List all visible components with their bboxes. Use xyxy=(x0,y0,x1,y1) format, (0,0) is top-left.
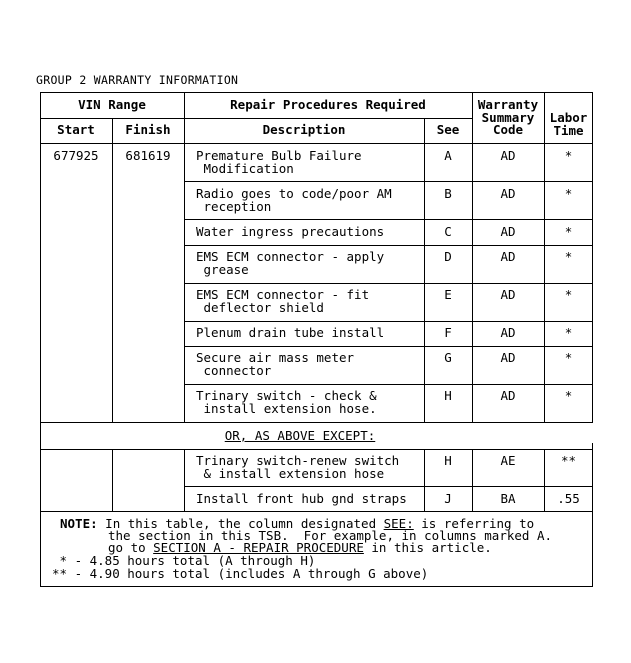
row-b-code: AD xyxy=(500,186,516,201)
row-sep-full xyxy=(40,422,593,423)
note-text-1: In this table, the column designated xyxy=(97,516,384,531)
row-sep xyxy=(184,283,593,284)
col-line-start-finish-2 xyxy=(112,450,113,511)
note-star-1: * - 4.85 hours total (A through H) xyxy=(52,553,316,568)
except-row-2-labor: .55 xyxy=(557,491,580,506)
note-line-2: the section in this TSB. For example, in columns marked A. xyxy=(108,528,553,543)
row-g-labor: * xyxy=(564,350,573,365)
row-h-see: H xyxy=(444,388,452,403)
row-sep xyxy=(184,486,593,487)
row-g-see: G xyxy=(444,350,452,365)
row-f-see: F xyxy=(444,325,452,340)
row-d-see: D xyxy=(444,249,452,264)
row-sep xyxy=(184,245,593,246)
note-label: NOTE: xyxy=(60,516,98,531)
except-label: OR, AS ABOVE EXCEPT: xyxy=(224,428,376,443)
col-line-start-finish xyxy=(112,118,113,422)
row-d-code: AD xyxy=(500,249,516,264)
row-g-description: Secure air mass meter connector xyxy=(196,350,355,378)
see-reference: SEE: xyxy=(383,516,414,531)
col-line-finish-desc xyxy=(184,92,185,422)
header-bottom xyxy=(40,143,593,144)
table-border-top xyxy=(40,92,593,93)
row-h-labor: * xyxy=(564,388,573,403)
row-h-code: AD xyxy=(500,388,516,403)
except-row-1-description: Trinary switch-renew switch & install extension hose xyxy=(196,453,400,481)
except-row-2-code: BA xyxy=(500,491,516,506)
note-text-3b: in this article. xyxy=(363,540,492,555)
col-line-desc-see xyxy=(424,118,425,422)
row-c-see: C xyxy=(444,224,452,239)
header-description: Description xyxy=(262,122,346,137)
col-line-finish-desc-2 xyxy=(184,450,185,511)
row-sep-full xyxy=(40,449,593,450)
header-warranty-code: Warranty Summary Code xyxy=(477,97,539,137)
row-e-labor: * xyxy=(564,287,573,302)
vin-start: 677925 xyxy=(53,148,99,163)
except-row-2-see: J xyxy=(444,491,452,506)
except-row-2-description: Install front hub gnd straps xyxy=(196,491,407,506)
row-f-description: Plenum drain tube install xyxy=(196,325,385,340)
section-a-link[interactable]: SECTION A - REPAIR PROCEDURE xyxy=(153,540,364,555)
header-divider xyxy=(40,118,472,119)
row-b-labor: * xyxy=(564,186,573,201)
except-row-1-code: AE xyxy=(500,453,516,468)
table-border-bottom xyxy=(40,586,593,587)
row-sep xyxy=(184,384,593,385)
row-b-description: Radio goes to code/poor AM reception xyxy=(196,186,392,214)
row-sep-full xyxy=(40,511,593,512)
row-sep xyxy=(184,219,593,220)
row-e-see: E xyxy=(444,287,452,302)
row-a-see: A xyxy=(444,148,452,163)
row-d-labor: * xyxy=(564,249,573,264)
row-f-labor: * xyxy=(564,325,573,340)
row-a-description: Premature Bulb Failure Modification xyxy=(196,148,362,176)
row-d-description: EMS ECM connector - apply grease xyxy=(196,249,385,277)
row-sep xyxy=(184,321,593,322)
except-row-1-labor: ** xyxy=(560,453,577,468)
note-star-2: ** - 4.90 hours total (includes A through G above) xyxy=(52,566,429,581)
row-e-description: EMS ECM connector - fit deflector shield xyxy=(196,287,370,315)
row-f-code: AD xyxy=(500,325,516,340)
row-sep xyxy=(184,181,593,182)
header-see: See xyxy=(436,122,460,137)
row-g-code: AD xyxy=(500,350,516,365)
header-start: Start xyxy=(57,122,95,137)
row-h-description: Trinary switch - check & install extension hose. xyxy=(196,388,377,416)
row-c-code: AD xyxy=(500,224,516,239)
row-b-see: B xyxy=(444,186,452,201)
header-vin-range: VIN Range xyxy=(78,97,146,112)
row-c-description: Water ingress precautions xyxy=(196,224,385,239)
vin-finish: 681619 xyxy=(125,148,171,163)
table-border-left xyxy=(40,92,41,587)
row-a-labor: * xyxy=(564,148,573,163)
page-heading: GROUP 2 WARRANTY INFORMATION xyxy=(36,73,239,87)
row-c-labor: * xyxy=(564,224,573,239)
row-a-code: AD xyxy=(500,148,516,163)
row-sep xyxy=(184,346,593,347)
row-e-code: AD xyxy=(500,287,516,302)
header-labor-time: Labor Time xyxy=(549,110,588,138)
note-text-2: is referring to xyxy=(413,516,535,531)
warranty-table xyxy=(40,92,593,587)
except-row-1-see: H xyxy=(444,453,452,468)
note-text-3a: go to xyxy=(108,540,154,555)
header-finish: Finish xyxy=(125,122,171,137)
header-repair-procedures: Repair Procedures Required xyxy=(230,97,426,112)
